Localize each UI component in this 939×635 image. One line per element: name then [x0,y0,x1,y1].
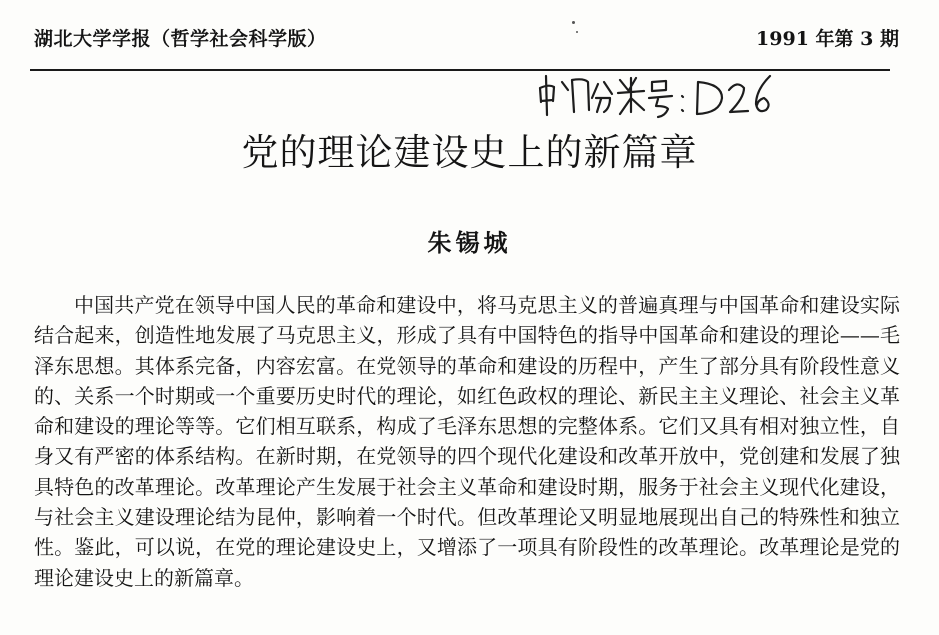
scan-speck [576,31,578,33]
article-title: 党的理论建设史上的新篇章 [241,131,698,174]
journal-name: 湖北大学学报（哲学社会科学版） [34,28,327,50]
scan-speck [572,21,575,24]
handwritten-classification-annotation [532,68,782,126]
article-author: 朱锡城 [427,228,512,257]
issue-number: 1991 年第 3 期 [756,28,899,50]
article-paragraph: 中国共产党在领导中国人民的革命和建设中，将马克思主义的普遍真理与中国革命和建设实际结合起来，创造性地发展了马克思主义，形成了具有中国特色的指导中国革命和建设的理论——毛泽东思想。其体系完备，内容宏富。在党领导的革命和建设的历程中，产生了部分具有阶段性意义的、关系一个时期或一个重要历史时代的理论，如红色政权的理论、新民主主义理论、社会主义革命和建设的理论等等。它们相互联系，构成了毛泽东思想的完整体系。它们又具有相对独立性，自身又有严密的体系结构。在新时期，在党领导的四个现代化建设和改革开放中，党创建和发展了独具特色的改革理论。改革理论产生发展于社会主义革命和建设时期，服务于社会主义现代化建设，与社会主义建设理论结为昆仲，影响着一个时代。但改革理论又明显地展现出自己的特殊性和独立性。鉴此，可以说，在党的理论建设史上，又增添了一项具有阶段性的改革理论。改革理论是党的理论建设史上的新篇章。 [34,293,900,590]
